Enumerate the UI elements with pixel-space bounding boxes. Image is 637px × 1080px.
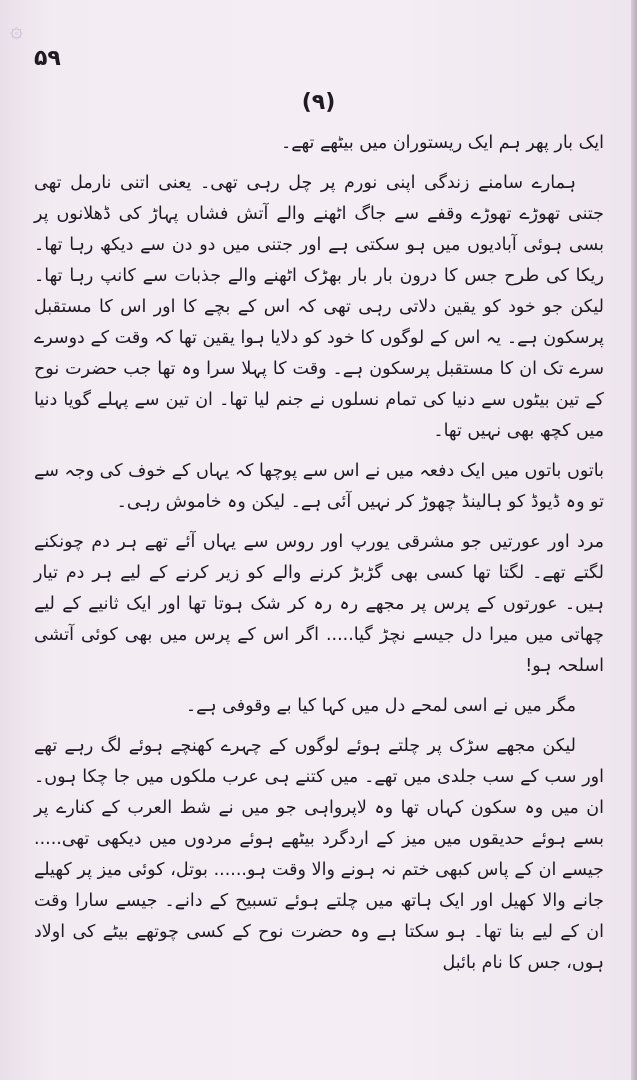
binding-edge (631, 0, 637, 1080)
paragraph: مگر میں نے اسی لمحے دل میں کہا کیا بے وقوفی ہے۔ (185, 696, 576, 716)
library-stamp-icon: ۞ (10, 18, 23, 43)
paragraph: لیکن مجھے سڑک پر چلتے ہوئے لوگوں کے چہرے کھنچے ہوئے لگ رہے تھے اور سب کے سب جلدی میں تھے۔ میں کتنے ہی عرب ملکوں میں جا چکا ہوں۔ ان میں وہ سکون کہاں تھا وہ لاپرواہی جو میں نے شط العرب کے کنارے پر بسے ہوئے حدیقوں میں میز کے اردگرد بیٹھے ہوئے مردوں میں دیکھی تھی..... جیسے ان کے پاس کبھی ختم نہ ہونے والا وقت ہو...... بوتل، کوئی میز پر کھیلے جانے والا کھیل اور ایک ہاتھ میں چلتے ہوئے تسبیح کے دانے۔ جیسے سارا وقت ان کے لیے بنا تھا۔ ہو سکتا ہے وہ حضرت نوح کے کسی چوتھے بیٹے کی اولاد ہوں، جس کا نام بائبل (34, 736, 604, 973)
body-text (34, 128, 604, 1058)
paragraph: باتوں باتوں میں ایک دفعہ میں نے اس سے پوچھا کہ یہاں کے خوف کی وجہ سے تو وہ ڈیوڈ کو ہالینڈ چھوڑ کر نہیں آئی ہے۔ لیکن وہ خاموش رہی۔ (34, 461, 604, 512)
paragraph: ایک بار پھر ہم ایک ریستوران میں بیٹھے تھے۔ (280, 133, 604, 153)
paragraph: مرد اور عورتیں جو مشرقی یورپ اور روس سے یہاں آئے تھے ہر دم چونکنے لگتے تھے۔ لگتا تھا کسی بھی گڑبڑ کرنے والے کو زیر کرنے کے لیے ہر دم تیار ہیں۔ عورتوں کے پرس پر مجھے رہ رہ کر شک ہوتا تھا اور ایک ثانیے کے لیے چھاتی میں میرا دل جیسے نچڑ گیا..... اگر اس کے پرس میں بھی کوئی آتشی اسلحہ ہو! (34, 532, 604, 676)
chapter-heading: (۹) (301, 90, 336, 115)
paragraph: ہمارے سامنے زندگی اپنی نورم پر چل رہی تھی۔ یعنی اتنی نارمل تھی جتنی تھوڑے تھوڑے وقفے سے جاگ اٹھنے والے آتش فشاں پہاڑ کی ڈھلانوں پر بسی ہوئی آبادیوں میں ہو سکتی ہے اور جتنی میں دو دن سے دیکھ رہا تھا۔ ریکا کی طرح جس کا درون بار بار بھڑک اٹھنے والے جذبات سے کانپ رہا تھا۔ لیکن جو خود کو یقین دلاتی رہی تھی کہ اس کے بچے کا اور اس کا مستقبل پرسکون ہے۔ یہ اس کے لوگوں کا خود کو دلایا ہوا یقین تھا کہ وقت کے دوسرے سرے تک ان کا مستقبل پرسکون ہے۔ وقت کا پہلا سرا وہ تھا جب حضرت نوح کے تین بیٹوں سے دنیا کی تمام نسلوں نے جنم لیا تھا۔ ان تین سے پہلے گویا دنیا میں کچھ بھی نہیں تھا۔ (34, 173, 604, 441)
page-number: ۵۹ (34, 46, 61, 71)
